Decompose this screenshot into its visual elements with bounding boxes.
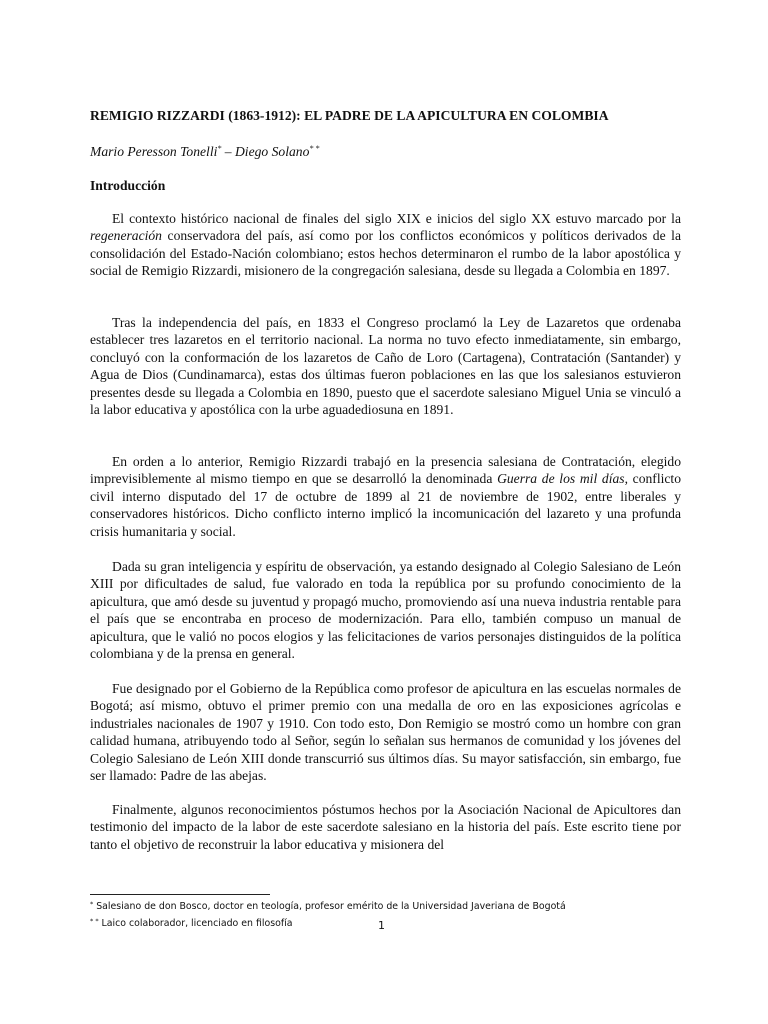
paragraph: Dada su gran inteligencia y espíritu de observación, ya estando designado al Colegio Salesiano de León XIII por dificultades de salud, fue valorado en toda la república por su profundo conocimiento de la apicultura, que amó desde su juventud y propagó mucho, promoviendo así una nueva industria rentable para el país que se encontraba en proceso de modernización. Para ello, también compuso un manual de apicultura, que le valió no pocos elogios y las felicitaciones de varios personajes distinguidos de la política colombiana y de la prensa en general. (90, 559, 681, 662)
author-name: Mario Peresson Tonelli (90, 144, 218, 159)
footnote-marker: * (90, 900, 94, 908)
paragraph-text: , conflicto civil interno disputado del 17 de octubre de 1899 al 21 de noviembre de 1902, entre liberales y conservadores históricos. Dicho conflicto interno implicó la incomunicación del lazareto y una profunda crisis humanitaria y social. (90, 471, 681, 539)
footnote-marker: * (217, 144, 222, 153)
document-page (90, 0, 681, 1024)
paragraph-italic-text: Guerra de los mil días (497, 471, 625, 487)
paragraph-text: conservadora del país, así como por los conflictos económicos y políticos derivados de la consolidación del Estado-Nación colombiano; estos hechos determinaron el rumbo de la labor apostólica y social de Remigio Rizzardi, misionero de la congregación salesiana, desde su llegada a Colombia en 1897. (90, 228, 681, 279)
author-separator: – (221, 144, 235, 159)
paragraph-text: En orden a lo anterior, Remigio Rizzardi trabajó en la presencia salesiana de Contratación, elegido imprevisiblemente al mismo tiempo en que se desarrolló la denominada (90, 454, 681, 487)
paragraph-text: El contexto histórico nacional de finales del siglo XIX e inicios del siglo XX estuvo marcado por la (112, 211, 681, 226)
footnote-text: Laico colaborador, licenciado en filosofía (98, 918, 293, 929)
author-line (90, 143, 319, 160)
paragraph (90, 210, 681, 280)
paragraph: Finalmente, algunos reconocimientos póstumos hechos por la Asociación Nacional de Apicultores dan testimonio del impacto de la labor de este sacerdote salesiano en la historia del país. Este escrito tiene por tanto el objetivo de reconstruir la labor educativa y misionera del (90, 802, 681, 852)
footnote (90, 901, 566, 913)
paragraph (90, 453, 681, 540)
footnote-text: Salesiano de don Bosco, doctor en teología, profesor emérito de la Universidad Javeriana de Bogotá (93, 901, 566, 912)
author-name: Diego Solano (234, 144, 310, 159)
paragraph: Tras la independencia del país, en 1833 el Congreso proclamó la Ley de Lazaretos que ordenaba establecer tres lazaretos en el territorio nacional. La norma no tuvo efecto inmediatamente, sin embargo, concluyó con la conformación de los lazaretos de Caño de Loro (Cartagena), Contratación (Santander) y Agua de Dios (Cundinamarca), estas dos últimas fueron poblaciones en las que los salesianos estuvieron presentes desde su llegada a Colombia en 1890, puesto que el sacerdote salesiano Miguel Unia se vinculó a la labor educativa y apostólica con la urbe aguadediosuna en 1891. (90, 315, 681, 418)
paper-title: REMIGIO RIZZARDI (1863-1912): EL PADRE DE LA APICULTURA EN COLOMBIA (90, 108, 609, 123)
paragraph-italic-text: regeneración (90, 228, 162, 244)
footnote-marker: * * (90, 917, 99, 925)
section-heading: Introducción (90, 178, 166, 193)
footnote (90, 918, 292, 930)
paragraph: Fue designado por el Gobierno de la República como profesor de apicultura en las escuelas normales de Bogotá; así mismo, obtuvo el primer premio con una medalla de oro en las exposiciones agrícolas e industriales nacionales de 1907 y 1910. Con todo esto, Don Remigio se mostró como un hombre con gran calidad humana, atribuyendo todo al Señor, según lo señalan sus hermanos de comunidad y los jóvenes del Colegio Salesiano de León XIII donde transcurrió sus últimos días. Su mayor satisfacción, sin embargo, fue ser llamado: Padre de las abejas. (90, 681, 681, 784)
footnote-marker: * * (309, 144, 320, 153)
footnote-divider (90, 894, 270, 895)
page-number: 1 (378, 919, 385, 932)
